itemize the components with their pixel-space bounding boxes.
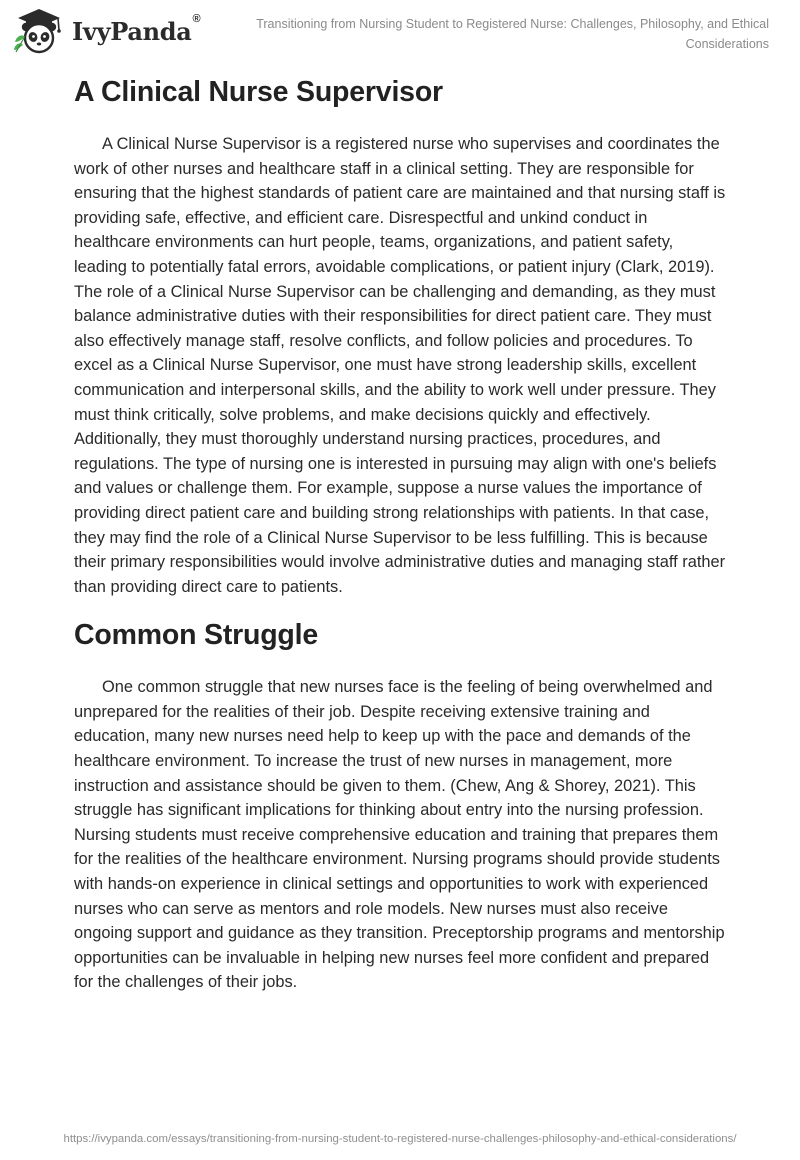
section-paragraph: One common struggle that new nurses face is the feeling of being overwhelmed and unprepared for the realities of their job. Despite receiving extensive training and education, many new nurses need help to keep up with the pace and demands of the healthcare environment. To increase the trust of new nurses in management, more instruction and assistance should be given to them. (Chew, Ang & Shorey, 2021). This struggle has significant implications for thinking about entry into the nursing profession. Nursing students must receive comprehensive education and training that prepares them for the realities of the healthcare environment. Nursing programs should provide students with hands-on experience in clinical settings and opportunities to work with experienced nurses who can serve as mentors and role models. New nurses must also receive ongoing support and guidance as they transition. Preceptorship programs and mentorship opportunities can be invaluable in helping new nurses feel more confident and prepared for the challenges of their jobs.: [74, 678, 725, 992]
section-heading: Common Struggle: [74, 619, 318, 652]
section-paragraph: A Clinical Nurse Supervisor is a registered nurse who supervises and coordinates the work of other nurses and healthcare staff in a clinical setting. They are responsible for ensuring that the highest standards of patient care are maintained and that nursing staff is providing safe, effective, and efficient care. Disrespectful and unkind conduct in healthcare environments can hurt people, teams, organizations, and patient safety, leading to potentially fatal errors, avoidable complications, or patient injury (Clark, 2019). The role of a Clinical Nurse Supervisor can be challenging and demanding, as they must balance administrative duties with their responsibilities for direct patient care. They must also effectively manage staff, resolve conflicts, and follow policies and procedures. To excel as a Clinical Nurse Supervisor, one must have strong leadership skills, excellent communication and interpersonal skills, and the ability to work well under pressure. They must think critically, solve problems, and make decisions quickly and effectively. Additionally, they must thoroughly understand nursing practices, procedures, and regulations. The type of nursing one is interested in pursuing may align with one's beliefs and values or challenge them. For example, suppose a nurse values the importance of providing direct patient care and building strong relationships with patients. In that case, they may find the role of a Clinical Nurse Supervisor to be less fulfilling. This is because their primary responsibilities would involve administrative duties and managing staff rather than providing direct care to patients.: [74, 135, 726, 596]
source-url[interactable]: https://ivypanda.com/essays/transitioning-from-nursing-student-to-registered-nurse-challenges-philosophy-and-ethical-considerations/: [63, 1133, 737, 1145]
registered-mark: ®: [192, 12, 201, 25]
section-common-struggle: [74, 613, 728, 995]
panda-graduate-icon: [12, 8, 68, 54]
ivypanda-logo[interactable]: [12, 8, 200, 54]
document-title: Transitioning from Nursing Student to Registered Nurse: Challenges, Philosophy, and Ethical Considerations: [256, 17, 769, 51]
section-clinical-nurse-supervisor: [74, 70, 728, 599]
brand-name: IvyPanda®: [72, 12, 201, 46]
section-heading: A Clinical Nurse Supervisor: [74, 76, 443, 108]
page-header: [0, 0, 800, 60]
essay-content: [74, 70, 728, 995]
